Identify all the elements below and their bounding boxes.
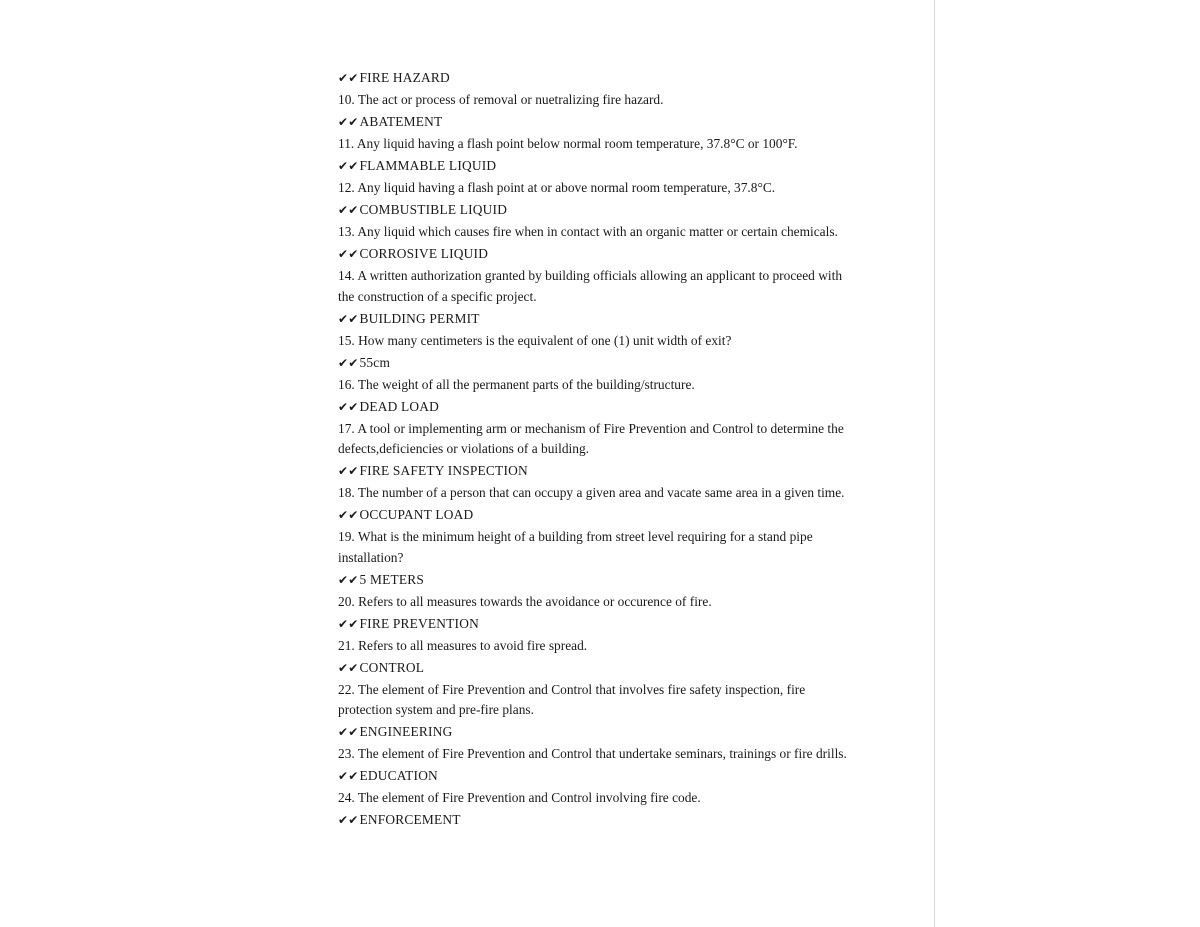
answer-line	[338, 766, 858, 787]
answer-text: FIRE SAFETY INSPECTION	[359, 463, 528, 478]
answer-line	[338, 570, 858, 591]
double-check-icon: ✔✔	[338, 159, 359, 173]
answer-line	[338, 722, 858, 743]
answer-line	[338, 810, 858, 831]
answer-line	[338, 461, 858, 482]
double-check-icon: ✔✔	[338, 725, 359, 739]
answer-line	[338, 397, 858, 418]
question-text: 13. Any liquid which causes fire when in contact with an organic matter or certain chemicals.	[338, 224, 838, 239]
double-check-icon: ✔✔	[338, 71, 359, 85]
answer-text: CONTROL	[359, 659, 425, 675]
question-text: 22. The element of Fire Prevention and Control that involves fire safety inspection, fire protection system and pre-fire plans.	[338, 681, 806, 717]
double-check-icon: ✔✔	[338, 660, 359, 675]
double-check-icon: ✔✔	[338, 508, 359, 522]
answer-text: ABATEMENT	[359, 114, 443, 129]
answer-text: COMBUSTIBLE LIQUID	[359, 202, 508, 217]
question-text: 20. Refers to all measures towards the avoidance or occurence of fire.	[338, 593, 712, 609]
answer-text: ENGINEERING	[359, 724, 453, 739]
double-check-icon: ✔✔	[338, 616, 359, 631]
answer-text: FIRE PREVENTION	[359, 615, 479, 631]
answer-line	[338, 353, 858, 374]
answer-text: CORROSIVE LIQUID	[359, 246, 489, 261]
answer-text: 55cm	[359, 354, 391, 370]
answer-line	[338, 200, 858, 221]
question-text: 19. What is the minimum height of a building from street level requiring for a stand pipe installation?	[338, 529, 813, 565]
answer-line	[338, 309, 858, 330]
question-text: 16. The weight of all the permanent parts of the building/structure.	[338, 376, 695, 392]
answer-text: ENFORCEMENT	[359, 812, 461, 827]
answer-text: FLAMMABLE LIQUID	[359, 158, 497, 173]
question-text: 18. The number of a person that can occupy a given area and vacate same area in a given time.	[338, 485, 845, 500]
double-check-icon: ✔✔	[338, 399, 359, 414]
question-text: 14. A written authorization granted by building officials allowing an applicant to proceed with the construction of a specific project.	[338, 268, 843, 304]
question-text: 24. The element of Fire Prevention and Control involving fire code.	[338, 790, 701, 805]
answer-text: 5 METERS	[359, 571, 424, 587]
answer-line	[338, 505, 858, 526]
question-text: 11. Any liquid having a flash point below normal room temperature, 37.8°C or 100°F.	[338, 136, 798, 151]
answer-line	[338, 156, 858, 177]
question-text: 21. Refers to all measures to avoid fire spread.	[338, 637, 588, 653]
answer-line	[338, 68, 858, 89]
answer-text: EDUCATION	[359, 768, 438, 783]
page-edge-divider	[934, 0, 935, 927]
double-check-icon: ✔✔	[338, 203, 359, 217]
document-body	[338, 68, 858, 832]
answer-line	[338, 614, 858, 635]
question-text: 10. The act or process of removal or nuetralizing fire hazard.	[338, 92, 664, 107]
double-check-icon: ✔✔	[338, 355, 359, 370]
double-check-icon: ✔✔	[338, 464, 359, 478]
double-check-icon: ✔✔	[338, 813, 359, 827]
question-text: 23. The element of Fire Prevention and Control that undertake seminars, trainings or fire drills.	[338, 746, 847, 761]
question-text: 17. A tool or implementing arm or mechanism of Fire Prevention and Control to determine the defects,deficiencies or violations of a building.	[338, 420, 844, 456]
double-check-icon: ✔✔	[338, 247, 359, 261]
answer-line	[338, 112, 858, 133]
double-check-icon: ✔✔	[338, 115, 359, 129]
answer-text: FIRE HAZARD	[359, 70, 450, 85]
double-check-icon: ✔✔	[338, 572, 359, 587]
answer-text: DEAD LOAD	[359, 398, 440, 414]
double-check-icon: ✔✔	[338, 769, 359, 783]
double-check-icon: ✔✔	[338, 311, 359, 326]
answer-line	[338, 244, 858, 265]
answer-line	[338, 658, 858, 679]
answer-text: BUILDING PERMIT	[359, 310, 480, 326]
question-text: 12. Any liquid having a flash point at or above normal room temperature, 37.8°C.	[338, 180, 776, 195]
answer-text: OCCUPANT LOAD	[359, 507, 474, 522]
question-text: 15. How many centimeters is the equivalent of one (1) unit width of exit?	[338, 332, 732, 348]
